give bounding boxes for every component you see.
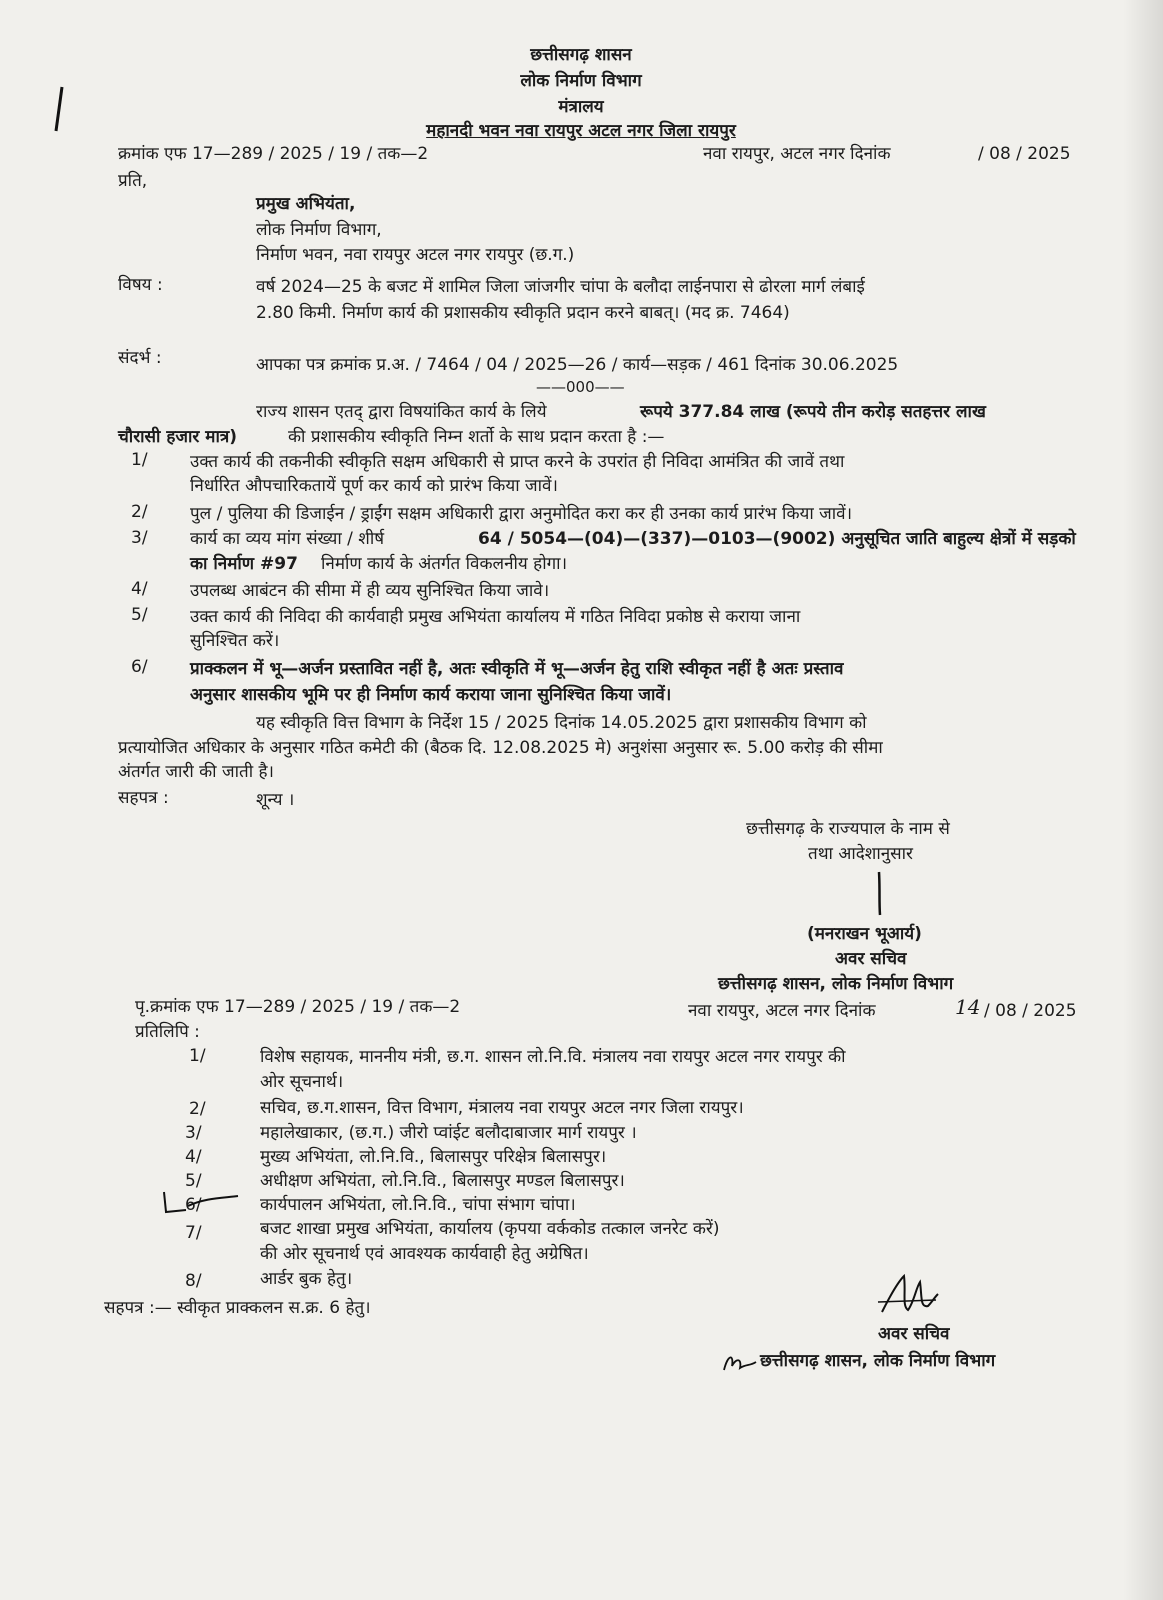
condition-5-line-1: उक्त कार्य की निविदा की कार्यवाही प्रमुख अभियंता कार्यालय में गठित निविदा प्रकोष्ठ से कराया जाना xyxy=(190,607,801,627)
enclosure-label: सहपत्र : xyxy=(118,788,169,808)
copy-8-num: 8/ xyxy=(185,1271,202,1291)
para2-line-1: यह स्वीकृति वित्त विभाग के निर्देश 15 / 2025 दिनांक 14.05.2025 द्वारा प्रशासकीय विभाग को xyxy=(256,713,867,733)
body-amount-words: चौरासी हजार मात्र) xyxy=(118,427,238,447)
reference-label: संदर्भ : xyxy=(118,348,162,368)
copy-3-line-1: महालेखाकार, (छ.ग.) जीरो प्वांईट बलौदाबाजार मार्ग रायपुर । xyxy=(260,1123,637,1143)
copy-7-line-2: की ओर सूचनार्थ एवं आवश्यक कार्यवाही हेतु अग्रेषित। xyxy=(260,1244,589,1264)
copy-6-handwritten-tick xyxy=(160,1188,250,1218)
copy-label: प्रतिलिपि : xyxy=(135,1022,200,1042)
copy-6-line-1: कार्यपालन अभियंता, लो.नि.वि., चांपा संभाग चांपा। xyxy=(260,1195,576,1215)
copy-1-num: 1/ xyxy=(189,1046,206,1066)
condition-5-num: 5/ xyxy=(131,605,148,625)
condition-3-head-of-account: 64 / 5054—(04)—(337)—0103—(9002) अनुसूचित जाति बाहुल्य क्षेत्रों में सड़को xyxy=(478,529,1076,549)
prati-label: प्रति, xyxy=(118,171,148,191)
signatory-name: (मनराखन भूआर्य) xyxy=(807,924,922,944)
condition-4-line-1: उपलब्ध आबंटन की सीमा में ही व्यय सुनिश्चित किया जावे। xyxy=(190,581,550,601)
body-amount: रूपये 377.84 लाख (रूपये तीन करोड़ सतहत्तर लाख xyxy=(640,402,986,422)
copy-1-line-1: विशेष सहायक, माननीय मंत्री, छ.ग. शासन लो.नि.वि. मंत्रालय नवा रायपुर अटल नगर रायपुर की xyxy=(260,1047,846,1067)
condition-6-num: 6/ xyxy=(131,657,148,677)
copy-1-line-2: ओर सूचनार्थ। xyxy=(260,1072,344,1092)
signatory-designation: अवर सचिव xyxy=(835,949,907,969)
condition-3-line-1-a: कार्य का व्यय मांग संख्या / शीर्ष xyxy=(190,529,385,549)
pen-mark xyxy=(50,85,70,135)
enclosure-2: सहपत्र :— स्वीकृत प्राक्कलन स.क्र. 6 हेतु। xyxy=(104,1298,371,1318)
para2-line-2: प्रत्यायोजित अधिकार के अनुसार गठित कमेटी की (बैठक दि. 12.08.2025 मे) अनुशंसा अनुसार रू. 5.00 करोड़ की सीमा xyxy=(118,738,883,758)
governor-line-2: तथा आदेशानुसार xyxy=(808,844,914,864)
condition-4-num: 4/ xyxy=(131,579,148,599)
body-line-2-b: की प्रशासकीय स्वीकृति निम्न शर्तो के साथ प्रदान करता है :— xyxy=(288,427,665,447)
subject-line-1: वर्ष 2024—25 के बजट में शामिल जिला जांजगीर चांपा के बलौदा लाईनपारा से ढोरला मार्ग लंबाई xyxy=(256,277,865,297)
endorsement-place-date: नवा रायपुर, अटल नगर दिनांक xyxy=(688,1001,876,1021)
page-edge-shadow xyxy=(1123,0,1163,1600)
reference-text: आपका पत्र क्रमांक प्र.अ. / 7464 / 04 / 2025—26 / कार्य—सड़क / 461 दिनांक 30.06.2025 xyxy=(256,355,899,375)
copy-5-line-1: अधीक्षण अभियंता, लो.नि.वि., बिलासपुर मण्डल बिलासपुर। xyxy=(260,1171,625,1191)
order-date-value: / 08 / 2025 xyxy=(978,144,1071,164)
copy-3-num: 3/ xyxy=(185,1123,202,1143)
signature-2 xyxy=(876,1272,946,1322)
condition-2-line-1: पुल / पुलिया की डिजाईन / ड्राईंग सक्षम अधिकारी द्वारा अनुमोदित करा कर ही उनका कार्य प्रारंभ किया जावें। xyxy=(190,504,853,524)
copy-8-line-1: आर्डर बुक हेतु। xyxy=(260,1269,353,1289)
order-place-date: नवा रायपुर, अटल नगर दिनांक xyxy=(703,144,891,164)
endorsement-date-handwritten: 14 xyxy=(955,995,981,1019)
subject-line-2: 2.80 किमी. निर्माण कार्य की प्रशासकीय स्वीकृति प्रदान करने बाबत्। (मद क्र. 7464) xyxy=(256,303,790,323)
signature-1 xyxy=(870,870,890,920)
addressee-line-2: लोक निर्माण विभाग, xyxy=(256,220,382,240)
copy-2-num: 2/ xyxy=(189,1099,206,1119)
signatory-2-dept: छत्तीसगढ़ शासन, लोक निर्माण विभाग xyxy=(760,1351,996,1371)
endorsement-date-rest: / 08 / 2025 xyxy=(984,1001,1077,1021)
body-line-1-a: राज्य शासन एतद् द्वारा विषयांकित कार्य के लिये xyxy=(256,402,547,422)
endorsement-number: पृ.क्रमांक एफ 17—289 / 2025 / 19 / तक—2 xyxy=(135,997,461,1017)
initials-mark xyxy=(720,1348,760,1376)
condition-5-line-2: सुनिश्चित करें। xyxy=(190,631,280,651)
copy-4-num: 4/ xyxy=(185,1147,202,1167)
condition-3-line-2-b: निर्माण कार्य के अंतर्गत विकलनीय होगा। xyxy=(321,554,568,574)
governor-line-1: छत्तीसगढ़ के राज्यपाल के नाम से xyxy=(746,819,950,839)
signatory-2-designation: अवर सचिव xyxy=(878,1324,950,1344)
enclosure-value: शून्य । xyxy=(256,790,295,810)
header-dept: लोक निर्माण विभाग xyxy=(520,71,642,91)
condition-1-line-2: निर्धारित औपचारिकतायें पूर्ण कर कार्य को प्रारंभ किया जावें। xyxy=(190,476,558,496)
addressee-line-1: प्रमुख अभियंता, xyxy=(256,194,356,214)
order-number: क्रमांक एफ 17—289 / 2025 / 19 / तक—2 xyxy=(118,144,429,164)
subject-label: विषय : xyxy=(118,275,163,295)
copy-7-line-1: बजट शाखा प्रमुख अभियंता, कार्यालय (कृपया वर्ककोड तत्काल जनरेट करें) xyxy=(260,1219,720,1239)
header-mantralaya: मंत्रालय xyxy=(558,97,604,117)
header-govt: छत्तीसगढ़ शासन xyxy=(530,45,632,65)
condition-3-line-2-a: का निर्माण #97 xyxy=(190,554,298,574)
condition-1-num: 1/ xyxy=(131,450,148,470)
condition-3-num: 3/ xyxy=(131,528,148,548)
condition-2-num: 2/ xyxy=(131,502,148,522)
addressee-line-3: निर्माण भवन, नवा रायपुर अटल नगर रायपुर (छ.ग.) xyxy=(256,245,575,265)
header-address: महानदी भवन नवा रायपुर अटल नगर जिला रायपुर xyxy=(426,121,736,141)
condition-1-line-1: उक्त कार्य की तकनीकी स्वीकृति सक्षम अधिकारी से प्राप्त करने के उपरांत ही निविदा आमंत्रित की जावें तथा xyxy=(190,452,845,472)
condition-6-line-1: प्राक्कलन में भू—अर्जन प्रस्तावित नहीं है, अतः स्वीकृति में भू—अर्जन हेतु राशि स्वीकृत नहीं है अतः प्रस्ताव xyxy=(190,659,844,679)
signatory-dept: छत्तीसगढ़ शासन, लोक निर्माण विभाग xyxy=(718,974,954,994)
copy-7-num: 7/ xyxy=(185,1223,202,1243)
separator: ——000—— xyxy=(536,378,625,396)
copy-5-num: 5/ xyxy=(185,1171,202,1191)
copy-2-line-1: सचिव, छ.ग.शासन, वित्त विभाग, मंत्रालय नवा रायपुर अटल नगर जिला रायपुर। xyxy=(260,1098,744,1118)
condition-6-line-2: अनुसार शासकीय भूमि पर ही निर्माण कार्य कराया जाना सुनिश्चित किया जावें। xyxy=(190,685,672,705)
copy-6-num: 6/ xyxy=(185,1195,202,1215)
copy-4-line-1: मुख्य अभियंता, लो.नि.वि., बिलासपुर परिक्षेत्र बिलासपुर। xyxy=(260,1147,607,1167)
para2-line-3: अंतर्गत जारी की जाती है। xyxy=(118,762,274,782)
